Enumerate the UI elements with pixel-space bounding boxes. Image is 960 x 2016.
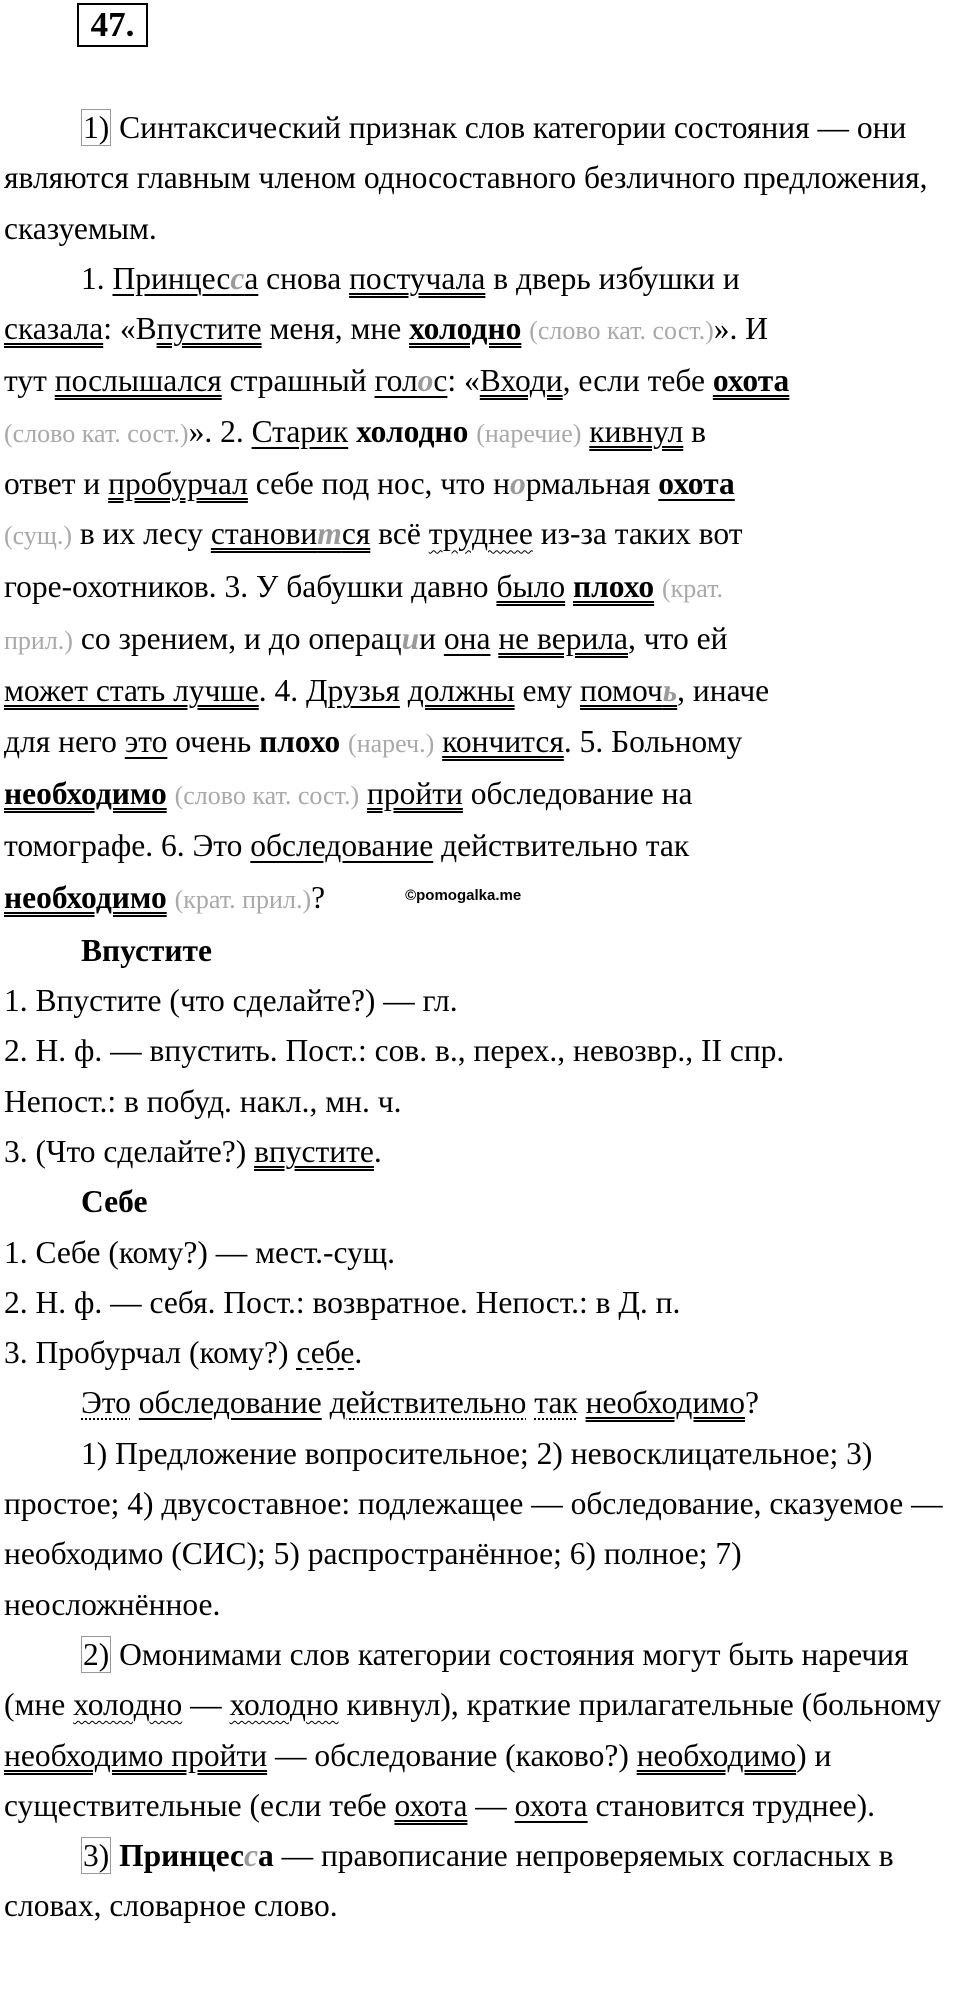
item-marker: 3) [83,1838,110,1874]
paragraph-2: 2) Омонимами слов категории состояния могут быть наречия (мне холодно — холодно кивнул), краткие прилагательные (больному необходимо пройти — обследование (каково?) необходимо) и существительные (если тебе охота — охота становится труднее). [4,1636,942,1823]
parse-heading-vpustite: Впустите [81,932,212,968]
document-body: 1) Синтаксический признак слов категории состояния — они являются главным членом односоставного безличного предложения, сказуемым. 1. Принцесса снова постучала в дверь избушки и сказала: «Впустите меня, мне холодно (слово кат. сост.)». И тут послышался страшный голос: «Входи, если тебе охота (слово кат. сост.)». 2. Старик холодно (наречие) кивнул в ответ и пробурчал себе под нос, что нормальная охота (сущ.) в их лесу становится всё труднее из-за таких вот горе-охотников. 3. У бабушки давно было плохо (крат. прил.) со зрением, и до операции она не верила, что ей может стать лучше. 4. Друзья должны ему помочь, иначе для него это очень плохо (нареч.) кончится. 5. Больному необходимо (слово кат. сост.) пройти обследование на томографе. 6. Это обследование действительно так необходимо (крат. прил.)? $^{©pomogalka.me}$ Впустите 1. Впустите (что сделайте?) — гл. 2. Н. ф. — впустить. Пост.: сов. в., перех., невозвр., II спр. Непост.: в побуд. накл., мн. ч. 3. (Что сделайте?) впустите. Себе 1. Себе (кому?) — мест.-сущ. 2. Н. ф. — себя. Пост.: возвратное. Непост.: в Д. п. 3. Пробурчал (кому?) себе. Это обследование действительно так необходимо? 1) Предложение вопросительное; 2) невосклицательное; 3) простое; 4) двусоставное: подлежащее — обследование, сказуемое — необходимо (СИС); 5) распространённое; 6) полное; 7) неосложнённое. 2) Омонимами слов категории состояния могут быть наречия (мне холодно — холодно кивнул), краткие прилагательные (больному необходимо пройти — обследование (каково?) необходимо) и существительные (если тебе охота — охота становится труднее). 3) Принцесса — правописание непроверяемых согласных в словах, словарное слово. [4,103,956,1932]
paragraph-3: 3) Принцесса — правописание непроверяемых согласных в словах, словарное слово. [4,1838,894,1924]
item-marker: 2) [83,1636,110,1672]
paragraph-1: 1) Синтаксический признак слов категории состояния — они являются главным членом односоставного безличного предложения, сказуемым. [4,110,928,246]
watermark: ©pomogalka.me [405,887,522,905]
item-marker: 1) [83,110,110,145]
analysis-text: 1) Предложение вопросительное; 2) невосклицательное; 3) простое; 4) двусоставное: подлежащее — обследование, сказуемое — необходимо (СИС); 5) распространённое; 6) полное; 7) неосложнённое. [4,1435,943,1622]
parse-heading-sebe: Себе [81,1184,148,1220]
sentence-analysis: Это обследование действительно так необходимо? [81,1385,759,1421]
sentences-paragraph: 1. Принцесса снова постучала в дверь избушки и сказала: «Впустите меня, мне холодно (слово кат. сост.)». И тут послышался страшный голос: «Входи, если тебе охота (слово кат. сост.)». 2. Старик холодно (наречие) кивнул в ответ и пробурчал себе под нос, что нормальная охота (сущ.) в их лесу становится всё труднее из-за таких вот горе-охотников. 3. У бабушки давно было плохо (крат. прил.) со зрением, и до операции она не верила, что ей может стать лучше. 4. Друзья должны ему помочь, иначе для него это очень плохо (нареч.) кончится. 5. Больному необходимо (слово кат. сост.) пройти обследование на томографе. 6. Это обследование действительно так необходимо (крат. прил.)? $^{©pomogalka.me}$ [4,260,790,916]
exercise-number: 47. [77,3,148,47]
